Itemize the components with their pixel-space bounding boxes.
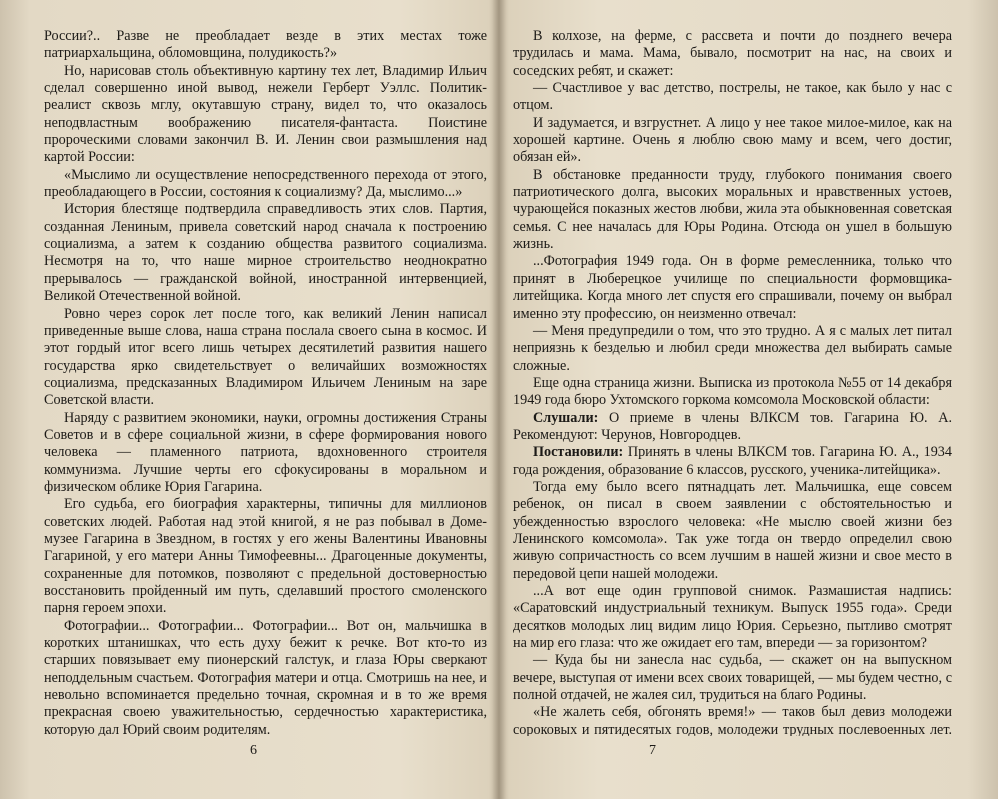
listened-label: Слушали: [533,409,599,426]
right-page-text [513,28,952,736]
resolved-label: Постановили: [533,444,624,461]
paragraph: России?.. Разве не преобладает везде в этих местах тоже патриархальщина, обломовщина, полудикость?» [44,28,487,62]
paragraph: ...А вот еще один групповой снимок. Размашистая надпись: «Саратовский индустриальный техникум. Выпуск 1955 года». Среди десятков молодых лиц видим лицо Юрия. Серьезно, пытливо смотрят на мир его глаза: что же ожидает его там, впереди — за горизонтом? [513,583,952,652]
paragraph: История блестяще подтвердила справедливость этих слов. Партия, созданная Лениным, привела советский народ сначала к построению социализма, а затем к созданию общества развитого социализма. Несмотря на то, что наше мирное строительство неоднократно прерывалось — гражданской войной, иностранной интервенцией, Великой Отечественной войной. [44,201,487,305]
paragraph: Еще одна страница жизни. Выписка из протокола №55 от 14 декабря 1949 года бюро Ухтомского горкома комсомола Московской области: [513,374,952,409]
right-page [499,0,998,799]
dialogue-line: — Счастливое у вас детство, пострелы, не такое, как было у нас с отцом. [513,80,952,114]
paragraph: Фотографии... Фотографии... Фотографии... Вот он, мальчишка в коротких штанишках, что есть духу бежит к речке. Вот кто-то из старших повязывает ему пионерский галстук, и глаза Юры сверкают неподдельным счастьем. Фотография матери и отца. Смотришь на нее, и невольно вспоминается предельно точная, скромная и в то же время прекрасная своею уважительностью, сердечностью характеристика, которую дал Юрий своим родителям. [44,617,487,736]
paragraph: Но, нарисовав столь объективную картину тех лет, Владимир Ильич сделал совершенно иной вывод, нежели Герберт Уэллс. Политик-реалист сквозь мглу, окутавшую страну, видел то, что оказалось неподвластным воображению писателя-фантаста. Поистине пророческими словами закончил В. И. Ленин свои размышления над картой России: [44,62,487,166]
paragraph: И задумается, и взгрустнет. А лицо у нее такое милое-милое, как на хорошей картине. Очень я люблю свою маму и всем, чего достиг, обязан ей». [513,114,952,166]
paragraph: ...Фотография 1949 года. Он в форме ремесленника, только что принят в Люберецкое училище по специальности формовщика-литейщика. Когда много лет спустя его спрашивали, почему он выбрал именно эту профессию, он неизменно отвечал: [513,253,952,322]
paragraph: Его судьба, его биография характерны, типичны для миллионов советских людей. Работая над этой книгой, я не раз побывал в Доме-музее Гагарина в Звездном, в гостях у его жены Валентины Ивановны Гагариной, у его матери Анны Тимофеевны... Драгоценные документы, сохраненные для потомков, позволяют с предельной достоверностью восстановить пройденный им путь, сделавший простого смоленского парня героем эпохи. [44,496,487,617]
quote-paragraph: «Мыслимо ли осуществление непосредственного перехода от этого, преобладающего в России, состояния к социализму? Да, мыслимо...» [44,166,487,201]
dialogue-line: — Меня предупредили о том, что это трудно. А я с малых лет питал неприязнь к безделью и любил среди множества дел выбирать самые сложные. [513,322,952,374]
resolved-text: Принять в члены ВЛКСМ тов. Гагарина Ю. А., 1934 года рождения, образование 6 классов, русского, ученика-литейщика». [513,444,952,478]
page-number: 7 [649,743,656,758]
paragraph: «Не жалеть себя, обгонять время!» — таков был девиз молодежи сороковых и пятидесятых годов, молодежи трудных послевоенных лет. [513,704,952,736]
left-page-text [44,28,487,736]
listened-text: О приеме в члены ВЛКСМ тов. Гагарина Ю. А. Рекомендуют: Черунов, Новгородцев. [513,409,952,443]
paragraph: Ровно через сорок лет после того, как великий Ленин написал приведенные выше слова, наша страна послала своего сына в космос. И этот гордый итог всего лишь четырех десятилетий развития нашего государства ярко свидетельствует о величайших возможностях социализма, предсказанных Владимиром Ильичем Лениным на заре Советской власти. [44,305,487,409]
paragraph: В колхозе, на ферме, с рассвета и почти до позднего вечера трудилась и мама. Мама, бывало, посмотрит на нас, на своих и соседских ребят, и скажет: [513,28,952,79]
protocol-listened [513,410,952,445]
dialogue-line: — Куда бы ни занесла нас судьба, — скажет он на выпускном вечере, выступая от имени всех своих товарищей, — мы будем честно, с полной отдачей, не жалея сил, трудиться на благо Родины. [513,652,952,704]
page-number: 6 [250,743,257,758]
paragraph: Тогда ему было всего пятнадцать лет. Мальчишка, еще совсем ребенок, он писал в своем заявлении с обстоятельностью и убежденностью взрослого человека: «Не мыслю своей жизни без Ленинского комсомола». Так уже тогда он твердо определил свою живую сопричастность со всем лучшим в нашей жизни и свое место в передовой цепи нашей молодежи. [513,478,952,582]
paragraph: В обстановке преданности труду, глубокого понимания своего патриотического долга, высоких моральных и нравственных устоев, чурающейся показных жестов любви, жила эта обыкновенная советская семья. С нее началась для Юры Родина. Отсюда он ушел в большую жизнь. [513,166,952,253]
protocol-resolved [513,444,952,479]
paragraph: Наряду с развитием экономики, науки, огромны достижения Страны Советов и в сфере социальной жизни, в сфере формирования нового человека — пламенного патриота, вдохновенного строителя коммунизма. Лучшие черты его сфокусированы в моральном и физическом облике Юрия Гагарина. [44,409,487,495]
